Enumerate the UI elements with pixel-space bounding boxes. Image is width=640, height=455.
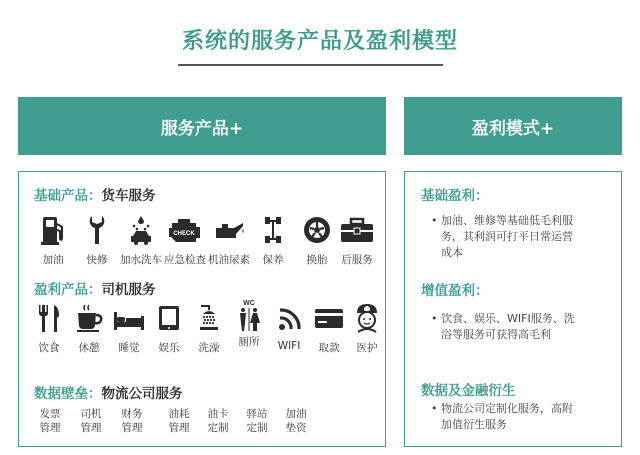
fuel-pump-icon xyxy=(39,214,67,246)
value-profit-line xyxy=(431,311,609,327)
page-title: 系统的服务产品及盈利模型 xyxy=(181,29,458,54)
coffee-cup-icon xyxy=(75,302,103,334)
item-label: 娱乐 xyxy=(158,342,180,354)
data-item-finance xyxy=(113,407,151,435)
item-label: 休憩 xyxy=(78,342,100,354)
data-barrier-row xyxy=(19,407,387,439)
wc-icon xyxy=(235,298,263,332)
data-item-line1: 司机 xyxy=(80,408,102,420)
item-quick-repair xyxy=(75,214,119,267)
data-item-line1: 财务 xyxy=(121,408,143,420)
data-item-fuel-card xyxy=(199,407,237,435)
tablet-icon xyxy=(155,302,183,334)
basic-products-sub: 货车服务 xyxy=(101,188,156,204)
basic-profit-line-3: 成本 xyxy=(441,246,463,259)
item-label: 厕所 xyxy=(238,336,260,348)
data-item-line1: 发票 xyxy=(39,408,61,420)
basic-products-title xyxy=(34,184,156,204)
item-rest xyxy=(69,302,109,355)
item-label: 洗澡 xyxy=(198,342,220,354)
item-dining xyxy=(29,302,69,355)
data-item-line1: 油耗 xyxy=(168,408,190,420)
item-label: 医护 xyxy=(356,342,378,354)
data-finance-line xyxy=(431,401,609,417)
profit-products-title xyxy=(34,278,156,298)
data-finance-line-1: 物流公司定制化服务，高附 xyxy=(441,402,573,415)
value-profit-text xyxy=(431,311,609,343)
car-wash-icon xyxy=(127,214,155,246)
fork-knife-icon xyxy=(35,302,63,334)
basic-profit-line-2: 务，其利润可打平日常运营 xyxy=(441,230,573,243)
data-item-line2: 管理 xyxy=(121,422,143,434)
data-item-station xyxy=(238,407,276,435)
value-profit-title: 增值盈利： xyxy=(421,283,489,299)
item-label: WIFI xyxy=(277,340,301,352)
profit-model-header: 盈利模式+ xyxy=(404,97,622,155)
wrench-icon xyxy=(83,214,111,246)
data-barrier-title xyxy=(34,382,183,402)
profit-model-panel xyxy=(404,171,622,447)
services-header: 服务产品+ xyxy=(18,97,386,155)
item-withdraw xyxy=(309,302,349,355)
profit-products-label: 盈利产品： xyxy=(34,282,102,298)
chassis-icon xyxy=(259,214,287,246)
data-item-invoice xyxy=(31,407,69,435)
wc-sign-text: WC xyxy=(243,300,255,307)
value-profit-line-1: 饮食、娱乐、WIFI服务、洗 xyxy=(441,312,575,325)
item-tire-change xyxy=(295,214,339,267)
bullet-dot: • xyxy=(431,402,438,415)
item-emergency-check xyxy=(163,214,207,267)
data-item-fuel-consumption xyxy=(160,407,198,435)
wifi-icon xyxy=(275,302,303,334)
item-label: 睡觉 xyxy=(118,342,140,354)
data-finance-title: 数据及金融衍生 xyxy=(421,383,516,399)
basic-products-label: 基础产品： xyxy=(34,188,102,204)
oil-can-icon xyxy=(212,214,246,246)
data-item-fuel-advance xyxy=(277,407,315,435)
item-fuel xyxy=(31,214,75,267)
bullet-dot: • xyxy=(431,312,438,325)
data-item-line2: 管理 xyxy=(168,422,190,434)
nurse-icon xyxy=(352,302,382,334)
data-barrier-sub: 物流公司服务 xyxy=(101,386,183,402)
item-label: 机油尿素 xyxy=(208,254,250,266)
item-label: 加油 xyxy=(42,254,64,266)
profit-products-row xyxy=(19,302,387,364)
data-item-line2: 管理 xyxy=(39,422,61,434)
toolbox-icon xyxy=(338,214,376,246)
bed-icon xyxy=(112,302,146,334)
item-label: 加水洗车 xyxy=(120,254,162,266)
item-label: 换胎 xyxy=(306,254,328,266)
item-label: 后服务 xyxy=(341,254,373,266)
basic-profit-line xyxy=(431,213,609,229)
basic-profit-line-1: 加油、维修等基础低毛利服 xyxy=(441,214,573,227)
item-label: 保养 xyxy=(262,254,284,266)
credit-card-icon xyxy=(313,302,345,334)
item-toilet xyxy=(229,302,269,349)
title-divider xyxy=(178,64,443,66)
item-medical xyxy=(347,302,387,355)
item-label: 饮食 xyxy=(38,342,60,354)
data-item-line2: 管理 xyxy=(80,422,102,434)
value-profit-line-2: 浴等服务可获得高毛利 xyxy=(441,328,551,341)
data-item-line2: 定制 xyxy=(246,422,268,434)
shower-icon xyxy=(195,302,223,334)
data-barrier-label: 数据壁垒： xyxy=(34,386,102,402)
item-wifi xyxy=(269,302,309,352)
data-item-driver xyxy=(72,407,110,435)
item-car-wash xyxy=(119,214,163,267)
item-label: 快修 xyxy=(86,254,108,266)
svg-text:CHECK: CHECK xyxy=(173,231,195,237)
bullet-dot: • xyxy=(431,214,438,227)
data-item-line1: 加油 xyxy=(285,408,307,420)
item-after-service xyxy=(335,214,379,267)
data-finance-line-2: 加值衍生服务 xyxy=(441,418,507,431)
data-finance-text xyxy=(431,401,609,433)
item-oil-urea xyxy=(207,214,251,267)
data-item-line2: 垫资 xyxy=(285,422,307,434)
item-sleep xyxy=(109,302,149,355)
item-entertainment xyxy=(149,302,189,355)
check-engine-icon xyxy=(168,214,202,246)
profit-products-sub: 司机服务 xyxy=(101,282,156,298)
basic-products-row xyxy=(19,214,387,276)
item-label: 取款 xyxy=(318,342,340,354)
data-item-line1: 油卡 xyxy=(207,408,229,420)
basic-profit-text xyxy=(431,213,609,261)
basic-profit-title: 基础盈利： xyxy=(421,188,489,204)
item-label: 应急检查 xyxy=(164,254,206,266)
item-maintenance xyxy=(251,214,295,267)
services-panel xyxy=(18,171,386,447)
data-item-line1: 驿站 xyxy=(246,408,268,420)
tire-icon xyxy=(302,214,332,246)
item-bath xyxy=(189,302,229,355)
data-item-line2: 定制 xyxy=(207,422,229,434)
